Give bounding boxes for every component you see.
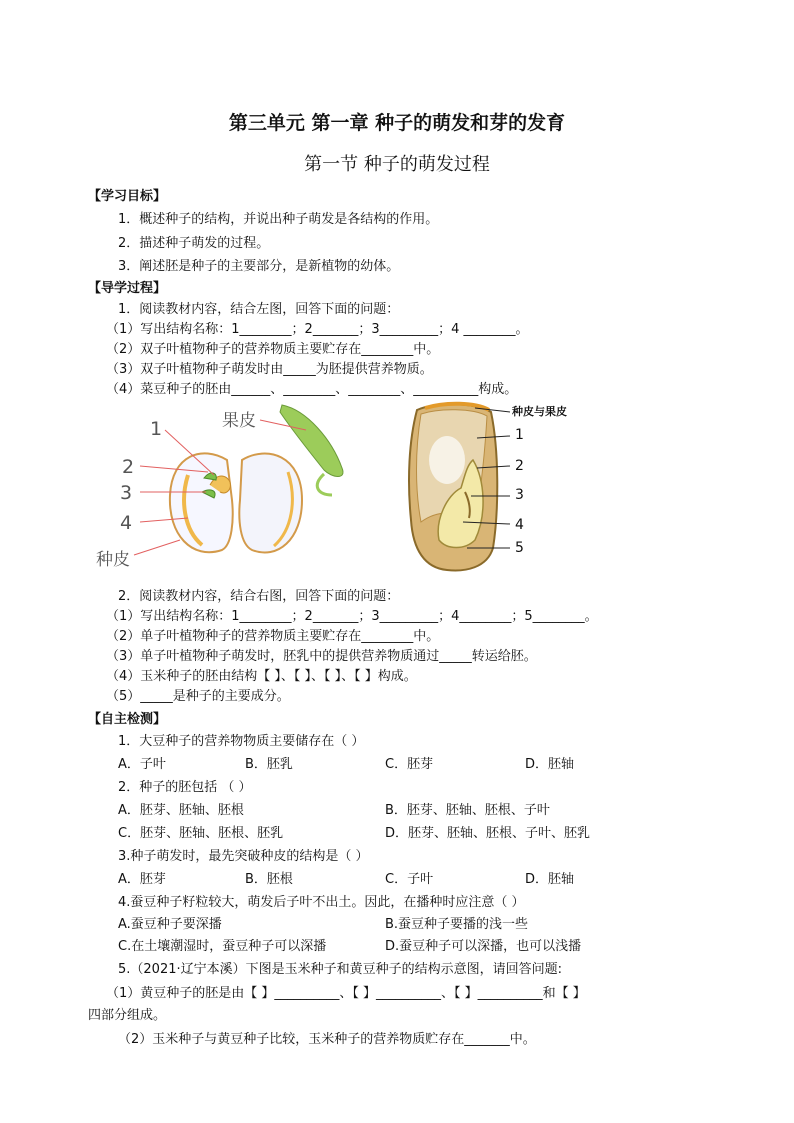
option: C.在土壤潮湿时，蚕豆种子可以深播 — [118, 939, 327, 954]
guide-line: （2）单子叶植物种子的营养物质主要贮存在________中。 — [106, 629, 440, 644]
option: A．胚芽 — [118, 872, 166, 887]
question-sub: （1）黄豆种子的胚是由【 】__________、【 】__________、【 】__________和【 】 — [106, 986, 586, 1001]
guide-heading: 【导学过程】 — [88, 281, 167, 296]
option: B.蚕豆种子要播的浅一些 — [385, 917, 529, 932]
option: D．胚芽、胚轴、胚根、子叶、胚乳 — [385, 826, 591, 841]
corn-seed-illustration — [395, 400, 595, 575]
option: A．胚芽、胚轴、胚根 — [118, 803, 244, 818]
option: A.蚕豆种子要深播 — [118, 917, 222, 932]
guide-line: （1）写出结构名称：1________；2_______；3_________；4________；5________。 — [106, 609, 598, 624]
option: C．胚芽 — [385, 757, 434, 772]
option: B．胚根 — [245, 872, 293, 887]
fig-right-label-2: 2 — [515, 458, 524, 474]
question-stem: 1．大豆种子的营养物物质主要储存在（ ） — [118, 734, 365, 749]
page-title: 第三单元 第一章 种子的萌发和芽的发育 — [228, 112, 566, 134]
fig-right-label-3: 3 — [515, 487, 524, 503]
question-stem: 5.（2021·辽宁本溪）下图是玉米种子和黄豆种子的结构示意图，请回答问题: — [118, 962, 562, 977]
fig-left-label-pericarp: 果皮 — [222, 411, 256, 431]
option: D.蚕豆种子可以深播，也可以浅播 — [385, 939, 582, 954]
objective-item: 3．阐述胚是种子的主要部分，是新植物的幼体。 — [118, 259, 400, 274]
guide-line: （2）双子叶植物种子的营养物质主要贮存在________中。 — [106, 342, 440, 357]
question-stem: 4.蚕豆种子籽粒较大，萌发后子叶不出土。因此，在播种时应注意（ ） — [118, 895, 525, 910]
guide-line: （3）双子叶植物种子萌发时由_____为胚提供营养物质。 — [106, 362, 433, 377]
fig-right-label-5: 5 — [515, 540, 524, 556]
self-check-heading: 【自主检测】 — [88, 712, 167, 727]
guide-line: （4）玉米种子的胚由结构【 】、【 】、【 】、【 】构成。 — [106, 669, 417, 684]
objective-item: 1．概述种子的结构，并说出种子萌发是各结构的作用。 — [118, 212, 439, 227]
option: B．胚芽、胚轴、胚根、子叶 — [385, 803, 550, 818]
fig-left-label-seedcoat: 种皮 — [96, 550, 130, 570]
guide-line: （4）菜豆种子的胚由______、________、________、__________构成。 — [106, 382, 518, 397]
fig-right-label-1: 1 — [515, 427, 524, 443]
question-sub: （2）玉米种子与黄豆种子比较，玉米种子的营养物质贮存在_______中。 — [118, 1032, 536, 1047]
option: B．胚乳 — [245, 757, 293, 772]
fig-left-label-4: 4 — [120, 512, 133, 534]
question-stem: 2．种子的胚包括 （ ） — [118, 780, 252, 795]
page-subtitle: 第一节 种子的萌发过程 — [304, 154, 490, 175]
objectives-heading: 【学习目标】 — [88, 189, 167, 204]
guide-line: （5）_____是种子的主要成分。 — [106, 689, 290, 704]
option: C．胚芽、胚轴、胚根、胚乳 — [118, 826, 284, 841]
fig-left-label-2: 2 — [122, 456, 135, 478]
option: C．子叶 — [385, 872, 434, 887]
guide-line: （3）单子叶植物种子萌发时，胚乳中的提供营养物质通过_____转运给胚。 — [106, 649, 537, 664]
guide-line: 1．阅读教材内容，结合左图，回答下面的问题： — [118, 302, 400, 317]
option: D．胚轴 — [525, 872, 575, 887]
guide-line: 2．阅读教材内容，结合右图，回答下面的问题： — [118, 589, 400, 604]
question-sub: 四部分组成。 — [88, 1008, 167, 1023]
fig-left-label-3: 3 — [120, 482, 133, 504]
bean-seed-figure — [92, 400, 362, 570]
option: D．胚轴 — [525, 757, 575, 772]
fig-right-label-4: 4 — [515, 517, 524, 533]
guide-line: （1）写出结构名称：1________；2_______；3_________；4 ________。 — [106, 322, 529, 337]
option: A．子叶 — [118, 757, 166, 772]
question-stem: 3.种子萌发时，最先突破种皮的结构是（ ） — [118, 849, 369, 864]
fig-right-top-label: 种皮与果皮 — [512, 405, 567, 418]
corn-seed-figure — [395, 400, 595, 575]
fig-left-label-1: 1 — [150, 418, 163, 440]
objective-item: 2．描述种子萌发的过程。 — [118, 236, 270, 251]
